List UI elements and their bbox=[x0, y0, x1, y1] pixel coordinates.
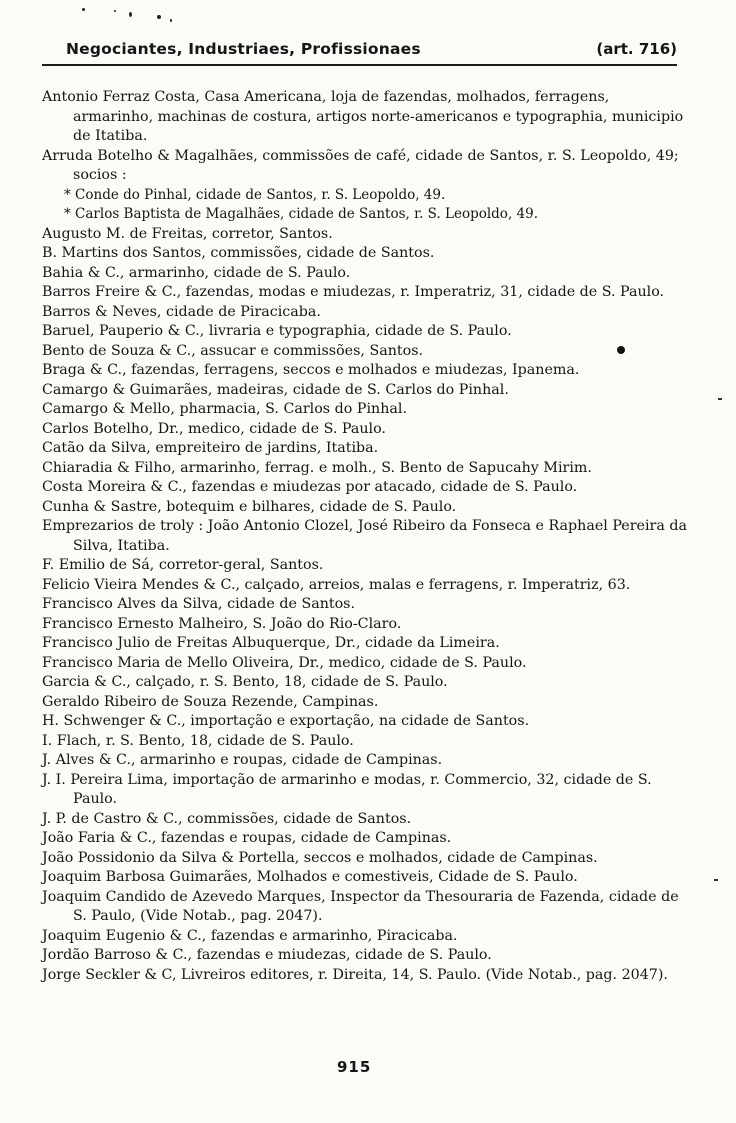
list-item: Camargo & Mello, pharmacia, S. Carlos do Pinhal. bbox=[42, 401, 407, 417]
ink-blot bbox=[617, 346, 625, 354]
list-item: J. I. Pereira Lima, importação de armarinho e modas, r. Commercio, 32, cidade de S. Paulo. bbox=[42, 771, 652, 807]
list-item: * Conde do Pinhal, cidade de Santos, r. S. Leopoldo, 49. bbox=[64, 186, 446, 203]
ink-speck bbox=[82, 8, 85, 11]
list-item: I. Flach, r. S. Bento, 18, cidade de S. Paulo. bbox=[42, 732, 354, 749]
printing-mark bbox=[718, 398, 722, 400]
list-item: Catão da Silva, empreiteiro de jardins, Itatiba. bbox=[42, 440, 379, 456]
printing-mark bbox=[714, 879, 718, 881]
directory-entries bbox=[42, 88, 687, 985]
list-item: Geraldo Ribeiro de Souza Rezende, Campinas. bbox=[42, 693, 379, 710]
ink-speck bbox=[170, 19, 172, 22]
header-title: Negociantes, Industriaes, Profissionaes bbox=[66, 40, 421, 58]
list-item: B. Martins dos Santos, commissões, cidade de Santos. bbox=[42, 245, 435, 261]
list-item: João Faria & C., fazendas e roupas, cidade de Campinas. bbox=[42, 830, 452, 846]
list-item: Camargo & Guimarães, madeiras, cidade de S. Carlos do Pinhal. bbox=[42, 381, 509, 398]
list-item: Emprezarios de troly : João Antonio Clozel, José Ribeiro da Fonseca e Raphael Pereira da Silva, Itatiba. bbox=[42, 518, 687, 554]
list-item: J. Alves & C., armarinho e roupas, cidade de Campinas. bbox=[42, 752, 443, 768]
list-item: Joaquim Eugenio & C., fazendas e armarinho, Piracicaba. bbox=[42, 927, 458, 944]
list-item: Francisco Julio de Freitas Albuquerque, Dr., cidade da Limeira. bbox=[42, 635, 500, 651]
list-item: Carlos Botelho, Dr., medico, cidade de S. Paulo. bbox=[42, 420, 386, 437]
ink-speck bbox=[129, 12, 132, 17]
list-item: Braga & C., fazendas, ferragens, seccos e molhados e miudezas, Ipanema. bbox=[42, 362, 580, 378]
list-item: Cunha & Sastre, botequim e bilhares, cidade de S. Paulo. bbox=[42, 498, 457, 515]
list-item: Chiaradia & Filho, armarinho, ferrag. e molh., S. Bento de Sapucahy Mirim. bbox=[42, 459, 592, 476]
page-number: 915 bbox=[337, 1058, 372, 1076]
list-item: Arruda Botelho & Magalhães, commissões de café, cidade de Santos, r. S. Leopoldo, 49; socios : bbox=[42, 147, 679, 183]
list-item: Bento de Souza & C., assucar e commissões, Santos. bbox=[42, 342, 424, 359]
list-item: Joaquim Barbosa Guimarães, Molhados e comestiveis, Cidade de S. Paulo. bbox=[42, 869, 578, 885]
ink-speck bbox=[157, 15, 161, 19]
list-item: Francisco Alves da Silva, cidade de Santos. bbox=[42, 596, 356, 612]
list-item: Bahia & C., armarinho, cidade de S. Paulo. bbox=[42, 264, 351, 281]
list-item: João Possidonio da Silva & Portella, seccos e molhados, cidade de Campinas. bbox=[42, 849, 598, 866]
ink-speck bbox=[114, 10, 116, 12]
list-item: Felicio Vieira Mendes & C., calçado, arreios, malas e ferragens, r. Imperatriz, 63. bbox=[42, 576, 631, 593]
list-item: H. Schwenger & C., importação e exportação, na cidade de Santos. bbox=[42, 713, 530, 729]
list-item: J. P. de Castro & C., commissões, cidade de Santos. bbox=[42, 810, 412, 827]
page-header bbox=[42, 36, 677, 66]
list-item: Augusto M. de Freitas, corretor, Santos. bbox=[42, 225, 333, 242]
list-item: Francisco Maria de Mello Oliveira, Dr., medico, cidade de S. Paulo. bbox=[42, 654, 527, 671]
list-item: Joaquim Candido de Azevedo Marques, Inspector da Thesouraria de Fazenda, cidade de S. Paulo, (Vide Notab., pag. 2047). bbox=[42, 888, 679, 924]
article-reference: (art. 716) bbox=[596, 40, 677, 58]
list-item: F. Emilio de Sá, corretor-geral, Santos. bbox=[42, 557, 324, 573]
list-item: Antonio Ferraz Costa, Casa Americana, loja de fazendas, molhados, ferragens, armarinho, machinas de costura, artigos norte-americanos e typographia, municipio de Itatiba. bbox=[42, 89, 684, 144]
list-item: * Carlos Baptista de Magalhães, cidade de Santos, r. S. Leopoldo, 49. bbox=[64, 206, 538, 222]
list-item: Jordão Barroso & C., fazendas e miudezas, cidade de S. Paulo. bbox=[42, 947, 492, 963]
list-item: Jorge Seckler & C, Livreiros editores, r. Direita, 14, S. Paulo. (Vide Notab., pag. 2047). bbox=[42, 966, 668, 983]
list-item: Costa Moreira & C., fazendas e miudezas por atacado, cidade de S. Paulo. bbox=[42, 479, 578, 495]
list-item: Garcia & C., calçado, r. S. Bento, 18, cidade de S. Paulo. bbox=[42, 674, 448, 690]
list-item: Barros Freire & C., fazendas, modas e miudezas, r. Imperatriz, 31, cidade de S. Paulo. bbox=[42, 284, 665, 300]
list-item: Francisco Ernesto Malheiro, S. João do Rio-Claro. bbox=[42, 615, 402, 632]
list-item: Barros & Neves, cidade de Piracicaba. bbox=[42, 303, 321, 320]
list-item: Baruel, Pauperio & C., livraria e typographia, cidade de S. Paulo. bbox=[42, 323, 512, 339]
